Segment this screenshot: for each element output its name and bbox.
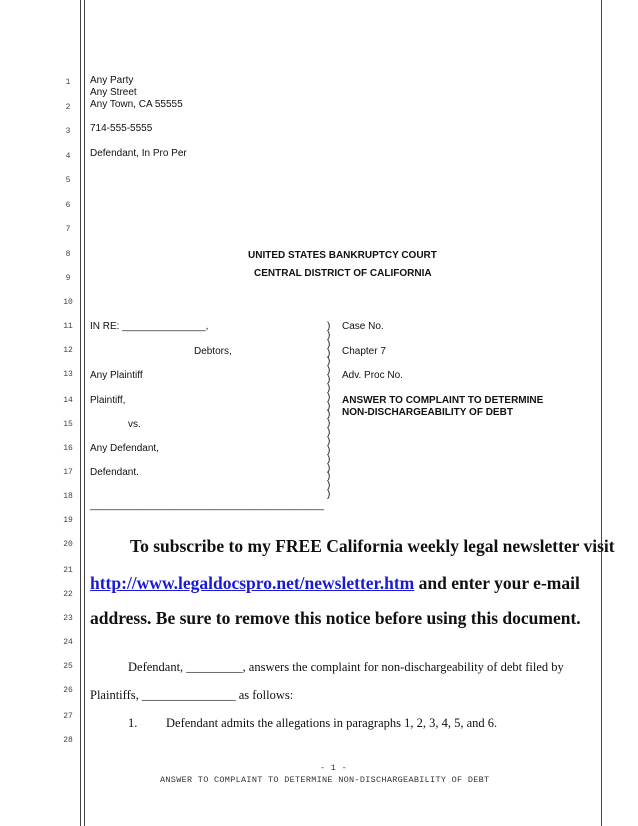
line-number: 12: [63, 346, 73, 355]
line-number: 3: [65, 127, 71, 136]
notice-line1: To subscribe to my FREE California weekly legal newsletter visit: [130, 536, 615, 556]
party-street: Any Street: [90, 87, 137, 98]
document-title-line1: ANSWER TO COMPLAINT TO DETERMINE: [342, 395, 544, 406]
item1-text: Defendant admits the allegations in paragraphs 1, 2, 3, 4, 5, and 6.: [166, 716, 498, 730]
para1-line1: Defendant, _________, answers the complaint for non-dischargeability of debt filed by: [128, 660, 564, 674]
line-number: 17: [63, 468, 73, 477]
line-number: 18: [63, 492, 73, 501]
line-number: 28: [63, 736, 73, 745]
party-phone: 714-555-5555: [90, 123, 153, 134]
chapter-label: Chapter 7: [342, 346, 386, 357]
line-number: 11: [63, 322, 73, 331]
party-name: Any Party: [90, 75, 134, 86]
line-number: 27: [63, 712, 73, 721]
caption-debtors: Debtors,: [194, 346, 232, 357]
line-number: 1: [65, 78, 71, 87]
line-number: 14: [63, 396, 73, 405]
line-number: 25: [63, 662, 73, 671]
notice-line2-rest: and enter your e-mail: [414, 573, 580, 593]
line-number: 2: [65, 103, 71, 112]
left-margin-rule-outer: [80, 0, 81, 826]
caption-paren: ) ) ) ) ) ) ) ) ) ) ) ) ) ) ) ) ) ) ) ): [327, 321, 331, 501]
line-number: 19: [63, 516, 73, 525]
adv-proc-label: Adv. Proc No.: [342, 370, 403, 381]
line-number: 20: [63, 540, 73, 549]
court-district: CENTRAL DISTRICT OF CALIFORNIA: [254, 268, 432, 279]
left-margin-rule-inner: [84, 0, 85, 826]
caption-defendant-label: Defendant.: [90, 467, 139, 478]
line-number: 24: [63, 638, 73, 647]
line-number: 9: [65, 274, 71, 283]
notice-line3: address. Be sure to remove this notice before using this document.: [90, 608, 581, 628]
notice-line2: [90, 573, 580, 594]
line-number: 16: [63, 444, 73, 453]
newsletter-link[interactable]: http://www.legaldocspro.net/newsletter.htm: [90, 573, 415, 593]
line-number: 7: [65, 225, 71, 234]
line-number: 21: [63, 566, 73, 575]
line-number: 6: [65, 201, 71, 210]
document-title-line2: NON-DISCHARGEABILITY OF DEBT: [342, 407, 513, 418]
para1-line2: Plaintiffs, _______________ as follows:: [90, 688, 294, 702]
line-number: 10: [63, 298, 73, 307]
line-number: 8: [65, 250, 71, 259]
case-number-label: Case No.: [342, 321, 384, 332]
caption-plaintiff-label: Plaintiff,: [90, 395, 126, 406]
line-number: 23: [63, 614, 73, 623]
line-number: 26: [63, 686, 73, 695]
caption-defendant: Any Defendant,: [90, 443, 159, 454]
item1-number: 1.: [128, 716, 138, 730]
right-margin-rule: [601, 0, 602, 826]
caption-in-re: IN RE: _______________,: [90, 321, 209, 332]
party-city: Any Town, CA 55555: [90, 99, 183, 110]
line-number: 4: [65, 152, 71, 161]
party-role: Defendant, In Pro Per: [90, 148, 187, 159]
court-name: UNITED STATES BANKRUPTCY COURT: [248, 250, 437, 261]
line-number: 13: [63, 370, 73, 379]
line-number: 15: [63, 420, 73, 429]
caption-rule: _________________________________________: [90, 500, 325, 511]
caption-vs: vs.: [128, 419, 141, 430]
page-number: - 1 -: [320, 763, 348, 773]
line-number: 22: [63, 590, 73, 599]
caption-plaintiff: Any Plaintiff: [90, 370, 143, 381]
footer-title: ANSWER TO COMPLAINT TO DETERMINE NON-DISCHARGEABILITY OF DEBT: [160, 775, 490, 785]
line-number: 5: [65, 176, 71, 185]
